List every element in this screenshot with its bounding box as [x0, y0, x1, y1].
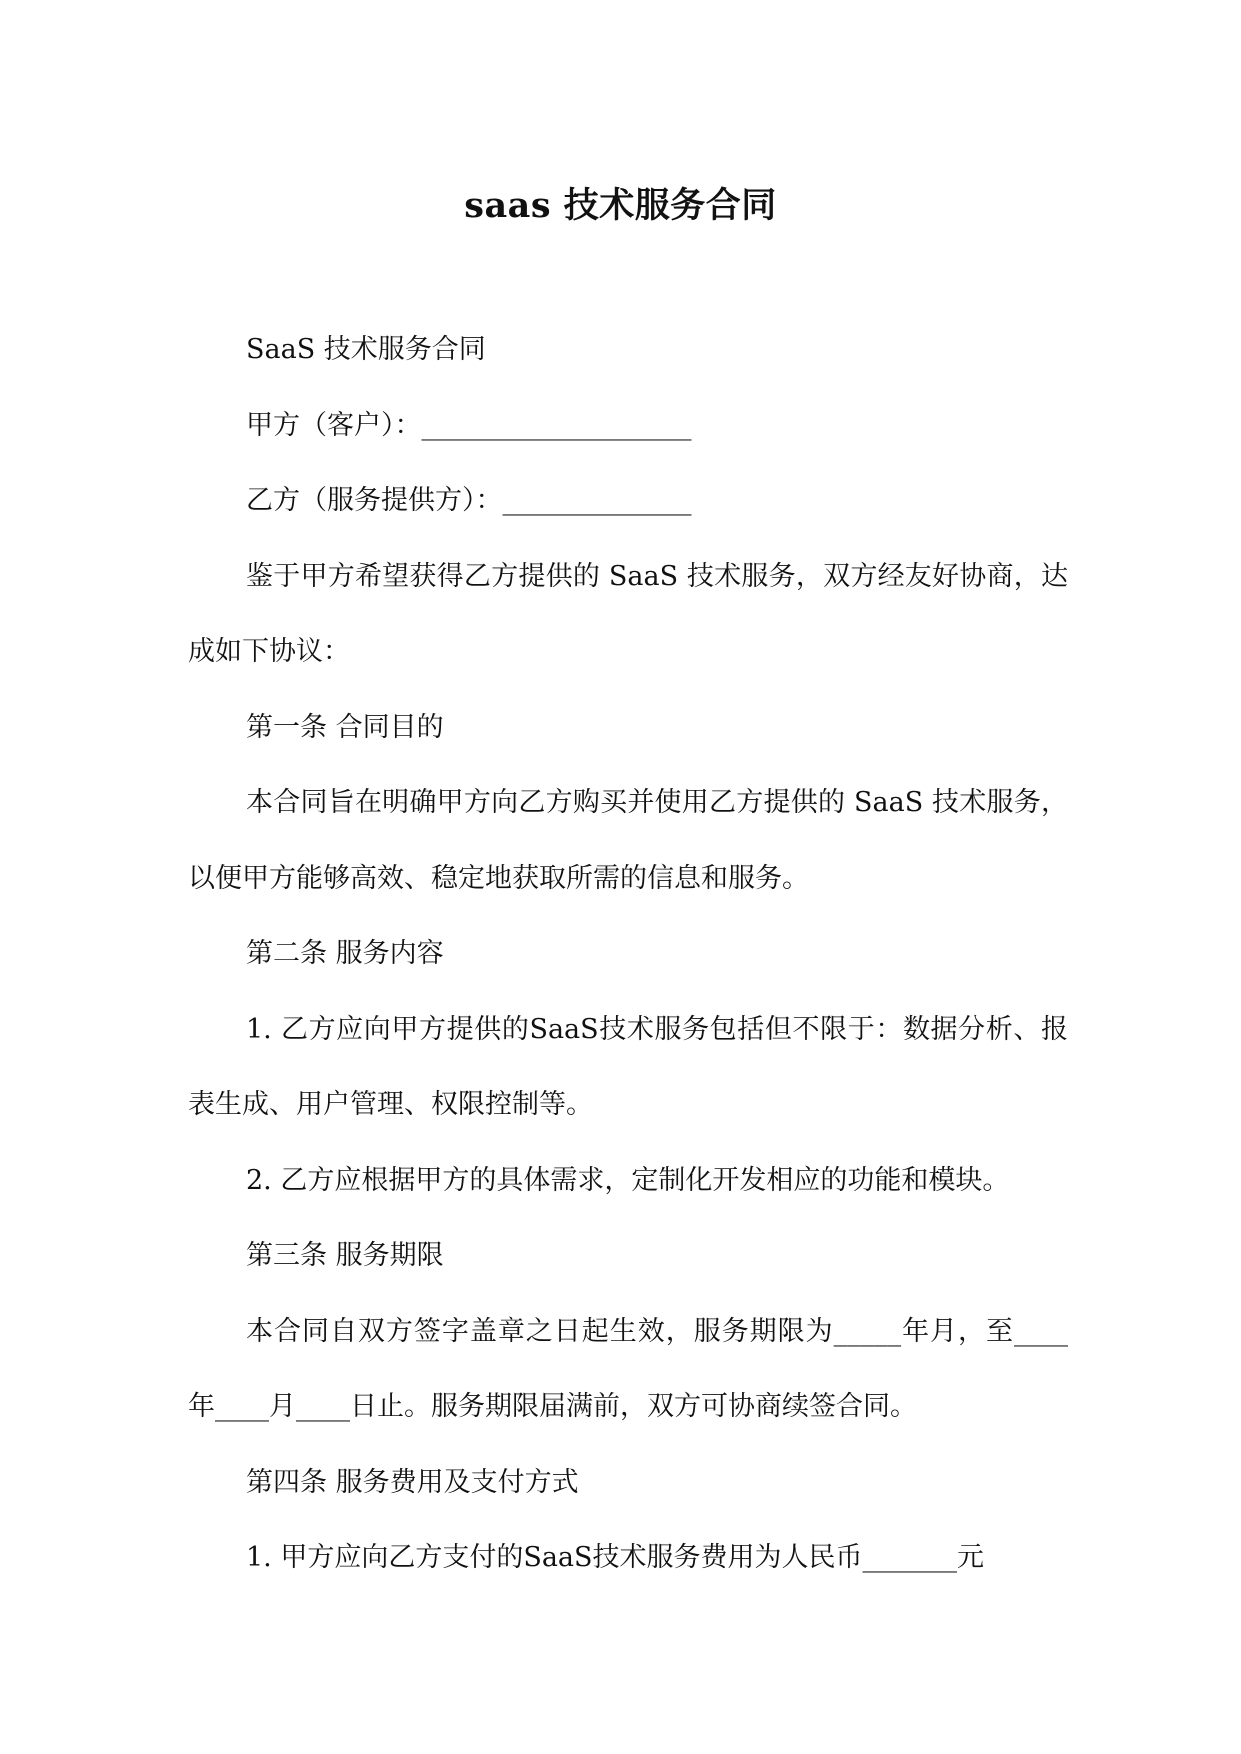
- article-heading-4: 第四条 服务费用及支付方式: [246, 1466, 579, 1498]
- paragraph-preamble: 鉴于甲方希望获得乙方提供的 SaaS 技术服务，双方经友好协商，达成如下协议：: [188, 560, 1068, 667]
- document-body: [188, 312, 1068, 1596]
- paragraph-service-item-1: 1. 乙方应向甲方提供的SaaS技术服务包括但不限于：数据分析、报表生成、用户管理、权限控制等。: [188, 1013, 1068, 1120]
- document-title: saas 技术服务合同: [464, 185, 777, 226]
- article-heading-2: 第二条 服务内容: [246, 938, 444, 969]
- article-heading-1: 第一条 合同目的: [246, 711, 444, 743]
- paragraph-subtitle: SaaS 技术服务合同: [246, 334, 486, 365]
- paragraph-party-a: 甲方（客户）：____________________: [246, 409, 692, 441]
- paragraph-term: 本合同自双方签字盖章之日起生效，服务期限为_____年月，至____年____月____日止。服务期限届满前，双方可协商续签合同。: [188, 1315, 1068, 1422]
- paragraph-service-item-2: 2. 乙方应根据甲方的具体需求，定制化开发相应的功能和模块。: [246, 1164, 1010, 1196]
- article-heading-3: 第三条 服务期限: [246, 1240, 444, 1271]
- paragraph-fee-item-1: 1. 甲方应向乙方支付的SaaS技术服务费用为人民币_______元: [246, 1542, 985, 1573]
- paragraph-party-b: 乙方（服务提供方）：______________: [246, 485, 692, 516]
- paragraph-purpose: 本合同旨在明确甲方向乙方购买并使用乙方提供的 SaaS 技术服务，以便甲方能够高效、稳定地获取所需的信息和服务。: [188, 787, 1068, 894]
